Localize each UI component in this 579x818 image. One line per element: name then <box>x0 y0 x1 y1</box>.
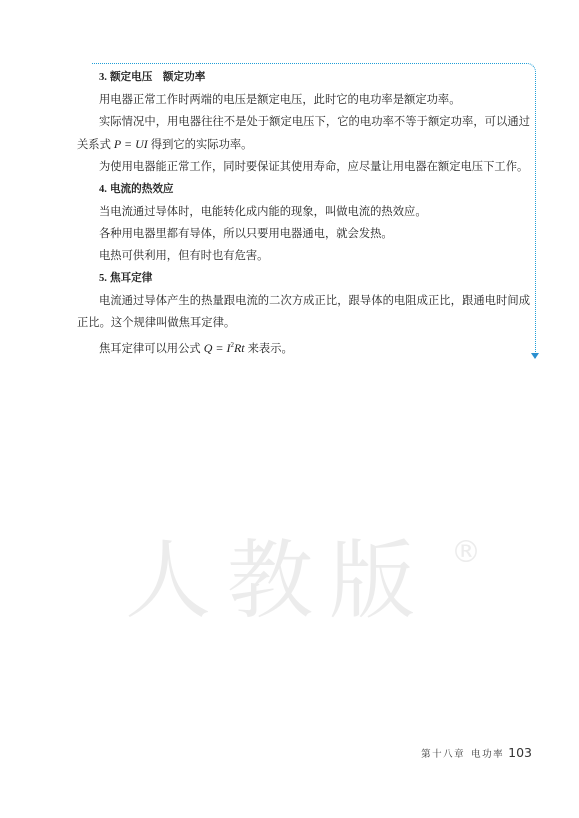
formula-exponent: 2 <box>230 341 234 349</box>
formula-part: Rt <box>233 341 245 355</box>
paragraph: 电热可供利用，但有时也有危害。 <box>99 249 269 262</box>
frame-arrow-icon <box>531 353 539 359</box>
power-formula: P = UI <box>113 137 148 151</box>
paragraph: 为使用电器能正常工作，同时要保证其使用寿命，应尽量让用电器在额定电压下工作。 <box>99 160 529 173</box>
publisher-watermark <box>125 518 485 628</box>
paragraph: 各种用电器里都有导体，所以只要用电器通电，就会发热。 <box>99 227 393 240</box>
paragraph-with-formula <box>77 334 530 360</box>
page-body <box>77 66 530 360</box>
section-heading-5 <box>77 267 530 290</box>
paragraph-text: 焦耳定律可以用公式 <box>99 342 201 355</box>
section-title: 额定电压 额定功率 <box>109 71 206 83</box>
paragraph: 用电器正常工作时两端的电压是额定电压，此时它的电功率是额定功率。 <box>99 93 461 106</box>
section-heading-4 <box>77 178 530 201</box>
section-title: 电流的热效应 <box>109 183 174 195</box>
paragraph: 电流通过导体产生的热量跟电流的二次方成正比，跟导体的电阻成正比，跟通电时间成正比。这个规律叫做焦耳定律。 <box>77 294 530 329</box>
registered-icon: ® <box>451 535 481 570</box>
section-title: 焦耳定律 <box>109 272 153 284</box>
footer-chapter: 第十八章 <box>421 749 466 760</box>
footer-section: 电功率 <box>471 749 505 760</box>
paragraph-text: 来表示。 <box>247 342 293 355</box>
paragraph-text: 得到它的实际功率。 <box>150 138 253 151</box>
paragraph: 当电流通过导体时，电能转化成内能的现象，叫做电流的热效应。 <box>99 205 427 218</box>
watermark-text: 人教版 <box>125 531 431 628</box>
section-number: 3. <box>99 72 107 83</box>
formula-part: Q = I <box>203 341 231 355</box>
paragraph-with-formula <box>77 111 530 156</box>
section-number: 4. <box>99 184 107 195</box>
section-number: 5. <box>99 273 107 284</box>
page-number: 103 <box>508 745 532 760</box>
paragraph-text: 实际情况中，用电器往往不是处于额定电压下，它的电功率不等于额定功率，可以通过关系式 <box>77 115 530 151</box>
page-footer <box>421 745 532 760</box>
section-heading-3 <box>77 66 530 89</box>
joule-formula <box>204 341 245 355</box>
